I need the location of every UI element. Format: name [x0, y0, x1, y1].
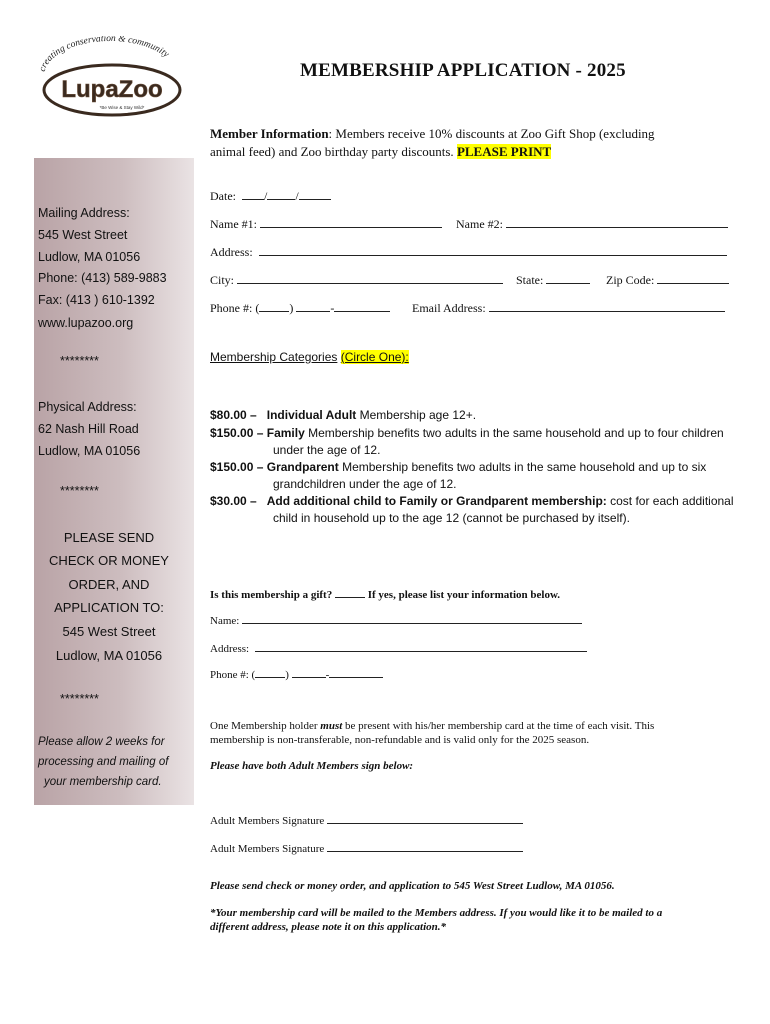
svg-text:*Be Wise & Stay Wild*: *Be Wise & Stay Wild*: [99, 105, 145, 110]
member-info-line2: animal feed) and Zoo birthday party discounts. PLEASE PRINT: [210, 144, 552, 159]
city-field[interactable]: City:: [210, 272, 503, 288]
separator: ********: [60, 354, 99, 368]
sign-instruction: Please have both Adult Members sign below:: [210, 760, 414, 772]
categories-heading: Membership Categories (Circle One):: [210, 350, 409, 364]
gift-name-field[interactable]: Name:: [210, 612, 582, 627]
allow-line: Please allow 2 weeks for: [38, 736, 165, 748]
physical-street: 62 Nash Hill Road: [38, 422, 139, 436]
send-line: PLEASE SEND: [63, 530, 155, 545]
signature-field-1[interactable]: Adult Members Signature: [210, 812, 523, 827]
mail-note-line1: *Your membership card will be mailed to the Members address. If you would like it to be mailed to a: [210, 907, 663, 919]
category-grandparent[interactable]: $150.00 – Grandparent Membership benefits two adults in the same household and up to six: [210, 460, 707, 474]
name2-field[interactable]: Name #2:: [456, 216, 728, 232]
mailing-city: Ludlow, MA 01056: [38, 250, 141, 264]
please-print-highlight: PLEASE PRINT: [456, 144, 552, 159]
send-street: 545 West Street: [62, 624, 156, 639]
website-link[interactable]: www.lupazoo.org: [38, 316, 134, 330]
svg-text:creating conservation & commun: creating conservation & community: [37, 36, 171, 73]
send-instruction: Please send check or money order, and application to 545 West Street Ludlow, MA 01056.: [210, 880, 615, 892]
state-field[interactable]: State:: [516, 272, 590, 288]
page-title: MEMBERSHIP APPLICATION - 2025: [300, 60, 626, 81]
category-family[interactable]: $150.00 – Family Membership benefits two adults in the same household and up to four children: [210, 426, 724, 440]
send-line: ORDER, AND: [68, 577, 150, 592]
category-individual[interactable]: $80.00 – Individual Adult Membership age 12+.: [210, 408, 477, 422]
name1-field[interactable]: Name #1:: [210, 216, 442, 232]
member-info-line1: Member Information: Members receive 10% discounts at Zoo Gift Shop (excluding: [210, 126, 655, 141]
send-line: CHECK OR MONEY: [49, 553, 169, 568]
physical-city: Ludlow, MA 01056: [38, 444, 141, 458]
allow-line: your membership card.: [44, 776, 162, 788]
mailing-street: 545 West Street: [38, 228, 128, 242]
gift-question[interactable]: Is this membership a gift? If yes, please list your information below.: [210, 586, 560, 601]
svg-text:LupaZoo: LupaZoo: [61, 76, 163, 103]
category-additional-child[interactable]: $30.00 – Add additional child to Family or Grandparent membership: cost for each additional: [210, 494, 734, 508]
mailing-address-heading: Mailing Address:: [38, 206, 130, 220]
gift-address-field[interactable]: Address:: [210, 640, 587, 655]
gift-phone-field[interactable]: Phone #: ( ) -: [210, 666, 383, 681]
phone-number: Phone: (413) 589-9883: [38, 271, 167, 285]
email-field[interactable]: Email Address:: [412, 300, 725, 316]
zip-field[interactable]: Zip Code:: [606, 272, 729, 288]
send-line: APPLICATION TO:: [54, 600, 164, 615]
separator: ********: [60, 692, 99, 706]
lupazoo-logo: [30, 36, 186, 120]
address-field[interactable]: Address:: [210, 244, 727, 260]
mail-note-line2: different address, please note it on this application.*: [210, 921, 447, 933]
physical-address-heading: Physical Address:: [38, 400, 137, 414]
allow-line: processing and mailing of: [38, 756, 169, 768]
send-city: Ludlow, MA 01056: [55, 648, 163, 663]
phone-field[interactable]: Phone #: ( ) -: [210, 300, 390, 316]
category-family-cont: under the age of 12.: [273, 443, 381, 457]
separator: ********: [60, 484, 99, 498]
fax-number: Fax: (413 ) 610-1392: [38, 293, 155, 307]
rules-line1: One Membership holder must be present with his/her membership card at the time of each visit. This: [210, 720, 655, 732]
category-additional-child-cont: child in household up to the age 12 (cannot be purchased by itself).: [273, 511, 630, 525]
signature-field-2[interactable]: Adult Members Signature: [210, 840, 523, 855]
date-field[interactable]: Date: / /: [210, 188, 331, 204]
rules-line2: membership is non-transferable, non-refundable and is valid only for the 2025 season.: [210, 734, 590, 746]
category-grandparent-cont: grandchildren under the age of 12.: [273, 477, 457, 491]
sidebar-panel: [34, 158, 194, 805]
